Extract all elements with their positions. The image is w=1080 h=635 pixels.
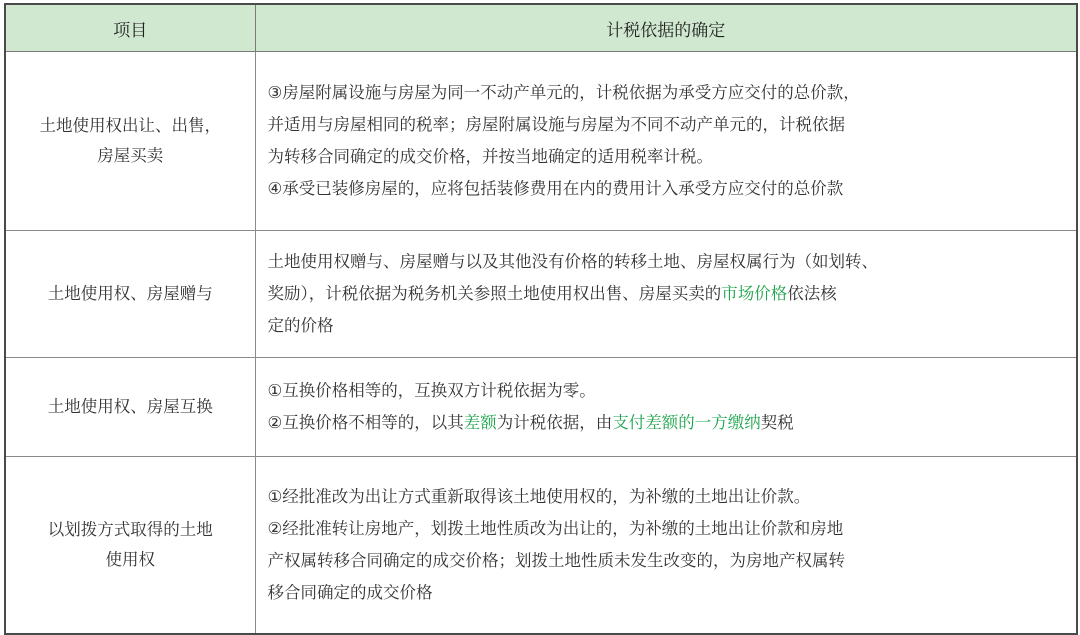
row-item-line: 房屋买卖 — [97, 146, 164, 165]
content-text: 为转移合同确定的成交价格，并按当地确定的适用税率计税。 — [267, 147, 713, 166]
highlight-difference: 差额 — [463, 413, 497, 432]
content-text: 奖励），计税依据为税务机关参照土地使用权出售、房屋买卖的 — [267, 284, 722, 303]
content-text: ①经批准改为出让方式重新取得该土地使用权的，为补缴的土地出让价款。 — [267, 487, 811, 506]
content-text: 定的价格 — [267, 316, 334, 335]
row-item-line: 以划拨方式取得的土地 — [47, 520, 213, 539]
tax-basis-table-container — [4, 3, 1076, 635]
content-text: 并适用与房屋相同的税率；房屋附属设施与房屋为不同不动产单元的，计税依据 — [267, 115, 845, 134]
content-text: ③房屋附属设施与房屋为同一不动产单元的，计税依据为承受方应交付的总价款， — [267, 83, 860, 102]
row-item-cell — [5, 358, 255, 457]
content-line — [268, 310, 1065, 342]
table-row — [5, 457, 1077, 635]
row-item-line: 土地使用权、房屋互换 — [47, 397, 213, 416]
content-text: ④承受已装修房屋的，应将包括装修费用在内的费用计入承受方应交付的总价款 — [267, 179, 844, 198]
row-content-cell — [255, 231, 1077, 358]
content-line — [268, 278, 1065, 310]
table-row — [5, 231, 1077, 358]
content-line — [268, 577, 1065, 609]
table-row — [5, 52, 1077, 231]
content-text: 土地使用权赠与、房屋赠与以及其他没有价格的转移土地、房屋权属行为（如划转、 — [267, 252, 878, 271]
content-line — [268, 173, 1065, 205]
content-text: 契税 — [760, 413, 794, 432]
row-item-line: 使用权 — [105, 550, 155, 569]
row-item-cell — [5, 231, 255, 358]
content-line — [268, 481, 1065, 513]
content-line — [268, 407, 1065, 439]
highlight-market-price: 市场价格 — [721, 284, 788, 303]
row-item-cell — [5, 52, 255, 231]
row-content-cell — [255, 52, 1077, 231]
content-line — [268, 545, 1065, 577]
content-text: ②互换价格不相等的，以其 — [267, 413, 464, 432]
row-item-cell — [5, 457, 255, 635]
tax-basis-table — [4, 3, 1078, 635]
content-text: ①互换价格相等的，互换双方计税依据为零。 — [267, 381, 596, 400]
content-text: 为计税依据，由 — [496, 413, 613, 432]
table-row — [5, 358, 1077, 457]
content-text: 产权属转移合同确定的成交价格；划拨土地性质未发生改变的，为房地产权属转 — [267, 551, 845, 570]
table-header-row — [5, 4, 1077, 52]
row-item-line: 土地使用权出让、出售， — [39, 116, 221, 135]
row-content-cell — [255, 457, 1077, 635]
content-line — [268, 513, 1065, 545]
content-line — [268, 77, 1065, 109]
content-line — [268, 141, 1065, 173]
content-line — [268, 109, 1065, 141]
header-item: 项目 — [5, 4, 255, 52]
row-item-line: 土地使用权、房屋赠与 — [47, 284, 213, 303]
content-text: 移合同确定的成交价格 — [267, 583, 433, 602]
content-text: 依法核 — [787, 284, 837, 303]
header-tax-basis: 计税依据的确定 — [255, 4, 1077, 52]
content-line — [268, 375, 1065, 407]
content-line — [268, 246, 1065, 278]
row-content-cell — [255, 358, 1077, 457]
content-text: ②经批准转让房地产，划拨土地性质改为出让的，为补缴的土地出让价款和房地 — [267, 519, 844, 538]
highlight-payer: 支付差额的一方缴纳 — [612, 413, 761, 432]
